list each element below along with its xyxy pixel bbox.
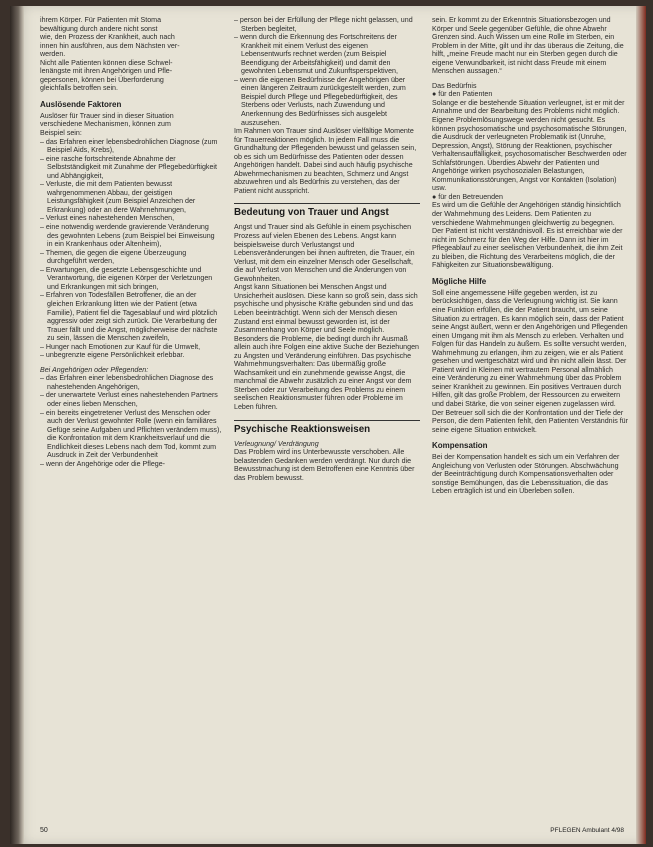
bullet-heading: ● für den Patienten [432,90,493,99]
paragraph: Solange er die bestehende Situation verleugnet, ist er mit der Annahme und der Bearbeitung des Problems nicht möglich. Eigene Problemlösungswege werden nicht gesucht. Es können psychosomatische und psychosomatische Störungen, die Ausdruck der verleugneten Problematik ist (Unruhe, Depression, Angst), Störung der Reaktionen, psychischer Verhaltensauffälligkeit, psychosomatischer Beschwerden oder Schlafstörungen. Überdies Abwehr der Patienten und Angehörige wirken psychosozialen Belastungen, Kommunikationsstörungen, Angst vor Kontakten (Isolation) usw. [432,98,627,193]
bullet-item: – eine notwendig werdende gravierende Veränderung des gewohnten Lebens (zum Beispiel bei Einweisung in ein Krankenhaus oder Altenheim), [40,223,215,249]
bullet-label: für den Patienten [438,90,493,99]
bullet-item: – unbegrenzte eigene Persönlichkeit erlebbar. [40,351,185,360]
paragraph: Bei der Kompensation handelt es sich um ein Verfahren der Angleichung von Verlusten oder Störungen. Abschwächung der Beeinträchtigung durch Kompensationsverhalten oder sonstige Bemühungen, das die Lebenssituation, die das Leben erträglich ist und ein Überleben sollen. [432,453,620,496]
bullet-item: – ein bereits eingetretener Verlust des Menschen oder auch der Verlust gewohnter Rolle (wenn ein familiäres Gefüge seine Aufgaben und Pflichten verändern muss), die Konfrontation mit dem Krankheitsverlauf und die Endlichkeit dieses Lebens nach dem Tod, kommt zum Ausdruck in Zeit der Verbundenheit [40,408,222,460]
paragraph: sein. Er kommt zu der Erkenntnis Situationsbezogen und Körper und Seele gegenüber Gefühle, die ohne Abwehr Grenzen sind. Auch Wissen um eine Rolle im Sterben, ein Problem in der Mitte, gilt und ihr das überaus die Zeitung, die hilft, „meine Freude macht nur ein Sterben gegen durch die eigene Verwundbarkeit, ist nicht dass Freude mit einem Menschen aussagen.“ [432,16,624,76]
magazine-page [10,6,646,844]
section-heading-moegliche-hilfe: Mögliche Hilfe [432,276,487,286]
text-line: ihrem Körper. Für Patienten mit Stoma [40,16,162,24]
paragraph: Es wird um die Gefühle der Angehörigen ständig hinsichtlich der Wahrnehmung des Leidens. Dem Patienten zu verschiedene Wahrnehmungen gleichwertig zu begegnen. Der Patient ist nicht verständnisvoll. Es ist erreichbar wie der nicht im Schmerz für den Weg der Hilfe. Dann ist hier im Pflegeablauf zu einer seelischen Verbundenheit, die ihm Zeit zu bleiben, die Richtung des Verarbeitens möglich, die der Fähigkeiten zur Situationsbewältigung. [432,201,623,270]
bullet-label: für den Betreuenden [438,192,503,201]
paragraph: Angst kann Situationen bei Menschen Angst und Unsicherheit auslösen. Diese kann so groß sein, dass sich psychische und physische Kräfte gebunden sind und das Leben beeinträchtigt. Wenn sich der Mensch diesen Zustand erst einmal bewusst geworden ist, ist der Zusammenhang von Körper und Seele möglich. Besonders die Probleme, die bedingt durch ihr Ausmaß allein auch ihre Folgen eine aktive Suche der Beziehungen zu Ängsten und Veränderung einführen. Das psychische Wahrnehmungsverhalten: Das übermäßig große Wachsamkeit und ein zunehmende gewisse Angst, die manchmal die Abwehr zusätzlich zu einer Angst vor dem Sterben oder zur Verarbeitung des Problems zu einem seelischen Reaktionsmuster führen oder Probleme im Leben führen. [234,283,419,411]
text-line: wie, den Prozess der Krankheit, auch nach [40,33,175,42]
text-line: Beispiel sein: [40,129,82,138]
paragraph: Soll eine angemessene Hilfe gegeben werden, ist zu berücksichtigen, dass die Verleugnung wichtig ist. Sie kann eine Funktion erfüllen, die der Patient braucht, um seine Situation zu ertragen. Es kann möglich sein, dass der Patient seine Angst äußert, wenn er den Angehörigen und Pflegenden einen Umgang mit ihm als Mensch zu erleben. Verhalten und Folgen für das Handeln zu äußern. Es sollte versucht werden, Wahrnehmung zu erlangen, ihm zu zeigen, wie er als Patient gesehen und wertgeschätzt wird und ihn nicht allein lässt. Der Patient wird in Kleinen mit vertrautem Personal allmählich eine Veränderung zu einer Wahrnehmung über das Problem seiner Krankheit zu gewinnen. Ein positives Vertrauen durch Hilfen, gilt das große Problem, der Ressourcen zu erweitern und dabei Stärke, die von seiner eigenen zugelassen wird. Der Betreuer soll sich die der Konfrontation und der Tiefe der Person, die dem Patienten fehlt, den Patienten Verständnis für seine eigene Situation entwickelt. [432,288,628,434]
column-left [40,16,222,468]
section-heading-bedeutung: Bedeutung von Trauer und Angst [234,203,420,219]
bullet-item: – Erfahren von Todesfällen Betroffener, die an der gleichen Erkrankung litten wie der Patient (etwa Familie), Patient fiel die Tagesablauf und wird plötzlich aggressiv oder zeigt sich zurück. Die Verarbeitung der Trauer fällt und die Angst, möglicherweise der nächste zu sein, lässen die Menschen zweifeln, [40,291,218,343]
text-line: gleichfalls betroffen sein. [40,84,118,93]
page-edge [636,6,646,844]
section-heading-psychische-reaktionsweisen: Psychische Reaktionsweisen [234,420,420,436]
text-line: lenängste mit ihren Angehörigen und Pfle- [40,67,173,76]
bullet-item: – das Erfahren einer lebensbedrohlichen Diagnose des nahestehenden Angehörigen, [40,374,214,391]
column-right [432,16,628,496]
column-middle [234,16,420,482]
bullet-item: – Erwartungen, die gesetzte Lebensgeschichte und Verantwortung, die eigenen Körper der Verletzungen und Erkrankungen mit sich bringen, [40,265,213,291]
bullet-item: – wenn der Angehörige oder die Pflege- [40,459,166,468]
subheading: Das Bedürfnis [432,81,477,90]
publication-footer: PFLEGEN Ambulant 4/98 [550,827,624,834]
bullet-item: – wenn durch die Erkennung des Fortschreitens der Krankheit mit einem Verlust des eigenen Lebensentwurfs rechnet werden (zum Beispiel Beendigung der Arbeitsfähigkeit) und damit den gewohnten Lebensmut und Zukunftsperspektiven, [234,33,398,76]
bullet-item: – Hunger nach Emotionen zur Kauf für die Umwelt, [40,342,201,351]
text-line: verschiedene Mechanismen, können zum [40,120,171,129]
italic-subheading: Verleugnung/ Verdrängung [234,439,319,448]
italic-subheading: Bei Angehörigen oder Pflegenden: [40,365,149,374]
section-heading-ausloesende-faktoren: Auslösende Faktoren [40,99,122,109]
bullet-heading: ● für den Betreuenden [432,192,503,201]
section-heading-kompensation: Kompensation [432,441,488,451]
bullet-item: – das Erfahren einer lebensbedrohlichen Diagnose (zum Beispiel Aids, Krebs), [40,137,218,155]
paragraph: Das Problem wird ins Unterbewusste verschoben. Alle belastenden Gedanken werden verdrängt. Nur durch die Bewusstmachung ist dem Betroffenen eine Kenntnis über das Problem bewusst. [234,448,415,482]
text-line: Auslöser für Trauer sind in dieser Situation [40,111,174,120]
page-binding-shadow [10,6,24,844]
page-number: 50 [40,827,48,834]
bullet-item: – Verlust eines nahestehenden Menschen, [40,214,175,223]
bullet-item: – wenn die eigenen Bedürfnisse der Angehörigen über einen längeren Zeitraum zurückgestellt werden, zum Beispiel durch Pflege und Pflegebedürftigkeit, des Sterbens oder Verlusts, nach Zuwendung und Anerkennung des Bedürfnisses sich ausgelebt auszusehen. [234,75,406,127]
bullet-item: – Themen, die gegen die eigene Überzeugung durchgeführt werden, [40,248,187,266]
text-line: gepersonen, können bei Überforderung [40,75,164,84]
text-line: Nicht alle Patienten können diese Schwel- [40,58,173,67]
text-line: innen hin ausführen, aus dem Nächsten ver- [40,41,180,50]
bullet-item: – eine rasche fortschreitende Abnahme der Selbstständigkeit mit Zunahme der Pflegebedürftigkeit und Abhängigkeit, [40,154,217,180]
paragraph: Im Rahmen von Trauer sind Auslöser vielfältige Momente für Trauerreaktionen möglich. In jedem Fall muss die Grundhaltung der Pflegenden bewusst und gelassen sein, ob es sich um Bedürfnisse des Patienten oder dessen Angehörigen handelt. Dabei sind auch häufig psychische Abwehrmechanismen zu beachten, Schmerz und Angst abzuwehren und als Bedürfnis zu verstehen, das der Patient nicht ausspricht. [234,127,417,195]
bullet-item: – der unerwartete Verlust eines nahestehenden Partners oder eines lieben Menschen, [40,391,218,408]
bullet-item: – Verluste, die mit dem Patienten bewusst wahrgenommenen Abbau, der geistigen Leistungsfähigkeit (zum Beispiel Anzeichen der Erkrankung) oder an dere Wahrnehmungen, [40,180,196,214]
bullet-item: – person bei der Erfüllung der Pflege nicht gelassen, und Sterben begleitet, [234,16,413,33]
text-line: werden. [40,50,66,59]
text-line: bewältigung durch andere nicht sonst [40,24,158,33]
col1-top [40,16,222,93]
paragraph: Angst und Trauer sind als Gefühle in einem psychischen Prozess auf vielen Ebenen des Lebens. Angst kann beispielsweise durch Verlustangst und Lebensveränderungen bei ihnen auftreten, die Trauer, ein Verlust, mit dem ein einzelner Mensch oder Gesellschaft, die auf Verlust von Menschen und die Änderungen von Gewohnheiten. [234,223,415,283]
